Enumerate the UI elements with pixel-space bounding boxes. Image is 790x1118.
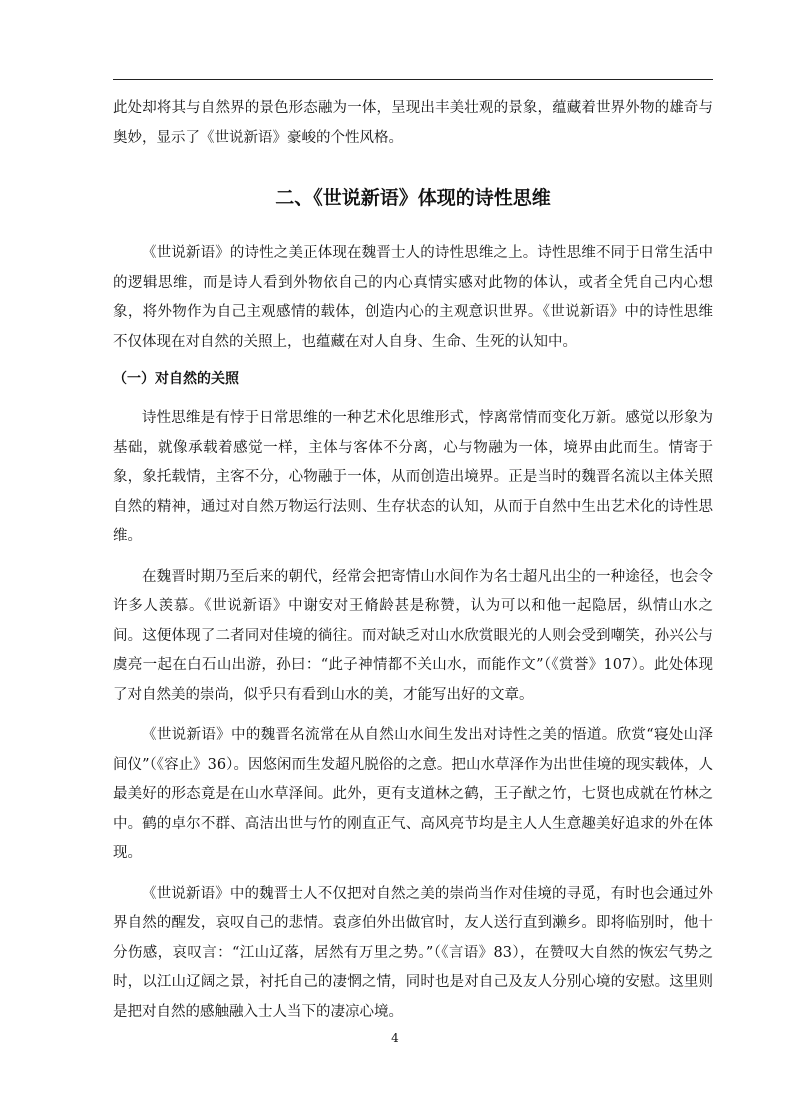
body-paragraph: 在魏晋时期乃至后来的朝代，经常会把寄情山水间作为名士超凡出尘的一种途径，也会令许多人羡慕。《世说新语》中谢安对王脩龄甚是称赞，认为可以和他一起隐居，纵情山水之间。这便体现了二者同对佳境的徜往。而对缺乏对山水欣赏眼光的人则会受到嘲笑，孙兴公与虞亮一起在白石山出游，孙曰：“此子神情都不关山水，而能作文”（《赏誉》107）。此处体现了对自然美的崇尚，似乎只有看到山水的美，才能写出好的文章。 bbox=[113, 568, 713, 703]
body-paragraph: 《世说新语》中的魏晋士人不仅把对自然之美的崇尚当作对佳境的寻觅，有时也会通过外界自然的醒发，哀叹自己的悲情。袁彦伯外出做官时，友人送行直到濑乡。即将临别时，他十分伤感，哀叹言：“江山辽落，居然有万里之势。”（《言语》83），在赞叹大自然的恢宏气势之时，以江山辽阔之景，衬托自己的凄惘之情，同时也是对自己及友人分别心境的安慰。这里则是把对自然的感触融入士人当下的凄凉心境。 bbox=[113, 885, 713, 1020]
header-rule bbox=[113, 79, 713, 80]
section-title: 二、《世说新语》体现的诗性思维 bbox=[275, 187, 551, 209]
body-paragraph: 诗性思维是有悖于日常思维的一种艺术化思维形式，悖离常情而变化万新。感觉以形象为基础，就像承载着感觉一样，主体与客体不分离，心与物融为一体，境界由此而生。情寄于象，象托载情，主客不分，心物融于一体，从而创造出境界。正是当时的魏晋名流以主体关照自然的精神，通过对自然万物运行法则、生存状态的认知，从而于自然中生出艺术化的诗性思维。 bbox=[113, 410, 713, 544]
page-number: 4 bbox=[391, 1031, 399, 1045]
section-paragraph: 《世说新语》的诗性之美正体现在魏晋士人的诗性思维之上。诗性思维不同于日常生活中的逻辑思维，而是诗人看到外物依自己的内心真情实感对此物的体认，或者全凭自己内心想象，将外物作为自己主观感情的载体，创造内心的主观意识世界。《世说新语》中的诗性思维不仅体现在对自然的关照上，也蕴藏在对人自身、生命、生死的认知中。 bbox=[113, 245, 713, 350]
page-body bbox=[113, 94, 713, 1027]
subsection-title: （一）对自然的关照 bbox=[113, 371, 239, 387]
intro-paragraph: 此处却将其与自然界的景色形态融为一体，呈现出丰美壮观的景象，蕴藏着世界外物的雄奇与奥妙，显示了《世说新语》豪峻的个性风格。 bbox=[113, 100, 713, 146]
body-paragraph: 《世说新语》中的魏晋名流常在从自然山水间生发出对诗性之美的悟道。欣赏“寝处山泽间仪”（《容止》36）。因悠闲而生发超凡脱俗的之意。把山水草泽作为出世佳境的现实载体，人最美好的形态竟是在山水草泽间。此外，更有支道林之鹤，王子猷之竹，七贤也成就在竹林之中。鹤的卓尔不群、高洁出世与竹的刚直正气、高风亮节均是主人人生意趣美好追求的外在体现。 bbox=[113, 727, 713, 861]
